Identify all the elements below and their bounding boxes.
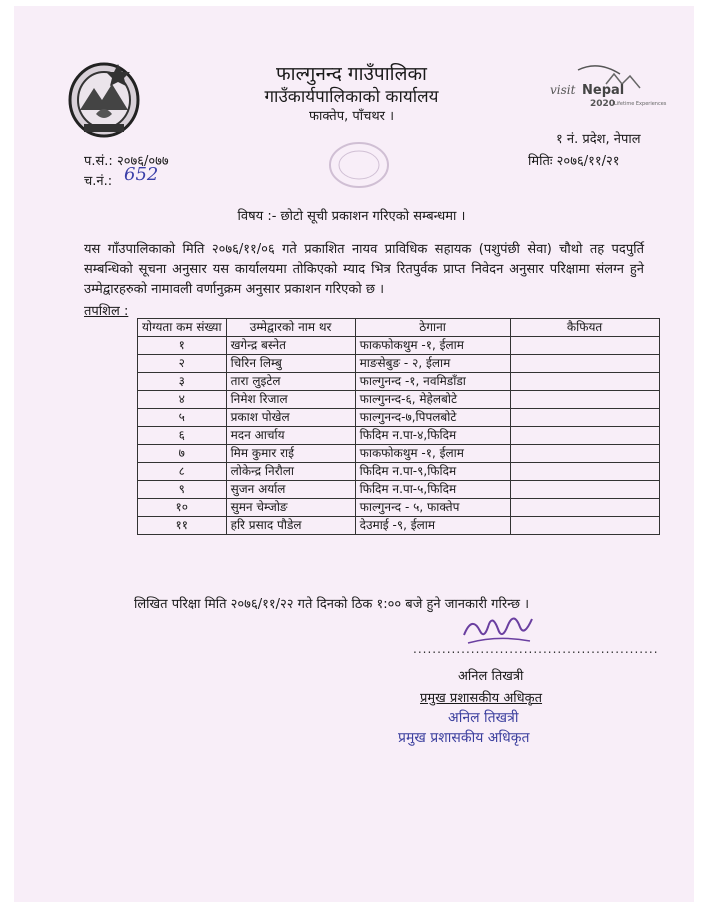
row-name: निमेश रिजाल [226, 391, 355, 409]
ref-number: प.सं.: २०७६/०७७ [84, 154, 169, 169]
row-name: हरि प्रसाद पौडेल [226, 517, 355, 535]
table-row [138, 373, 660, 391]
row-address: फिदिम न.पा-९,फिदिम [355, 463, 510, 481]
row-address: फाल्गुनन्द -१, नवमिडाँडा [355, 373, 510, 391]
row-remarks [510, 373, 659, 391]
row-name: खगेन्द्र बस्नेत [226, 337, 355, 355]
table-row [138, 427, 660, 445]
row-address: देउमाई -९, ईलाम [355, 517, 510, 535]
row-serial: ५ [138, 409, 227, 427]
table-row [138, 355, 660, 373]
year-text: 2020 [590, 99, 616, 109]
row-remarks [510, 355, 659, 373]
row-address: फिदिम न.पा-४,फिदिम [355, 427, 510, 445]
candidate-table [137, 318, 660, 535]
stamp-title: प्रमुख प्रशासकीय अधिकृत [398, 730, 530, 746]
exam-notice: लिखित परिक्षा मिति २०७६/११/२२ गते दिनको ठिक १:०० बजे हुने जानकारी गरिन्छ । [134, 597, 530, 612]
row-remarks [510, 409, 659, 427]
signatory-title: प्रमुख प्रशासकीय अधिकृत [420, 691, 543, 706]
row-remarks [510, 517, 659, 535]
table-body [138, 337, 660, 535]
row-address: फाल्गुनन्द-७,पिपलबोटे [355, 409, 510, 427]
header-name: उम्मेद्वारको नाम थर [226, 319, 355, 337]
row-name: सुमन चेम्जोङ [226, 499, 355, 517]
office-name: फाल्गुनन्द गाउँपालिका [276, 63, 427, 85]
row-remarks [510, 445, 659, 463]
row-name: चिरिन लिम्बु [226, 355, 355, 373]
signatory-name: अनिल तिखत्री [458, 669, 524, 684]
row-serial: २ [138, 355, 227, 373]
row-address: फाकफोकथुम -१, ईलाम [355, 445, 510, 463]
row-address: फाल्गुनन्द-६, मेहेलबोटे [355, 391, 510, 409]
row-address: फाकफोकथुम -१, ईलाम [355, 337, 510, 355]
row-name: प्रकाश पोखेल [226, 409, 355, 427]
row-address: फिदिम न.पा-५,फिदिम [355, 481, 510, 499]
table-header-row [138, 319, 660, 337]
body-paragraph: यस गाँउपालिकाको मिति २०७६/११/०६ गते प्रकाशित नायव प्राविधिक सहायक (पशुपंछी सेवा) चौथो तह पदपुर्ति सम्बन्धिको सूचना अनुसार यस कार्यालयमा तोकिएको म्याद भित्र रितपुर्वक प्राप्त निवेदन अनुसार परिक्षामा संलग्न हुने उम्मेद्वारहरुको नामावली वर्णानुक्रम अनुसार प्रकाशन गरिएको छ । [84, 242, 644, 297]
row-serial: ६ [138, 427, 227, 445]
row-serial: ७ [138, 445, 227, 463]
details-label: तपशिल : [84, 304, 129, 319]
row-serial: १ [138, 337, 227, 355]
office-stamp [328, 140, 390, 190]
table-row [138, 481, 660, 499]
header-remarks: कैफियत [510, 319, 659, 337]
row-remarks [510, 337, 659, 355]
stamp-name: अनिल तिखत्री [448, 710, 519, 726]
header-serial: योग्यता कम संख्या [138, 319, 227, 337]
table-row [138, 409, 660, 427]
row-remarks [510, 463, 659, 481]
office-address: फाक्तेप, पाँचथर । [308, 109, 395, 124]
row-serial: ८ [138, 463, 227, 481]
province-text: १ नं. प्रदेश, नेपाल [556, 132, 641, 147]
row-serial: ११ [138, 517, 227, 535]
visit-text: visit [550, 83, 576, 97]
tag-text: Lifetime Experiences [614, 101, 667, 107]
row-name: सुजन अर्याल [226, 481, 355, 499]
table-row [138, 517, 660, 535]
table-row [138, 337, 660, 355]
row-remarks [510, 391, 659, 409]
table-row [138, 463, 660, 481]
nepal-text: Nepal [582, 83, 625, 98]
header-address: ठेगाना [355, 319, 510, 337]
row-name: मिम कुमार राई [226, 445, 355, 463]
dispatch-label: च.नं.: [84, 174, 113, 189]
date-text: मितिः २०७६/११/२१ [528, 154, 620, 169]
row-serial: ९ [138, 481, 227, 499]
row-name: मदन आर्चाय [226, 427, 355, 445]
row-remarks [510, 499, 659, 517]
row-name: तारा लुइटेल [226, 373, 355, 391]
row-address: माङसेबुङ - २, ईलाम [355, 355, 510, 373]
table-row [138, 499, 660, 517]
row-name: लोकेन्द्र निरौला [226, 463, 355, 481]
row-remarks [510, 481, 659, 499]
row-address: फाल्गुनन्द - ५, फाक्तेप [355, 499, 510, 517]
row-remarks [510, 427, 659, 445]
row-serial: ४ [138, 391, 227, 409]
table-row [138, 391, 660, 409]
row-serial: ३ [138, 373, 227, 391]
subject-line: विषय :- छोटो सूची प्रकाशन गरिएको सम्बन्धमा । [237, 209, 466, 224]
signature-line: ................................................... [413, 642, 659, 656]
office-unit: गाउँकार्यपालिकाको कार्यालय [264, 87, 439, 107]
table-row [138, 445, 660, 463]
row-serial: १० [138, 499, 227, 517]
dispatch-number: 652 [124, 164, 159, 185]
